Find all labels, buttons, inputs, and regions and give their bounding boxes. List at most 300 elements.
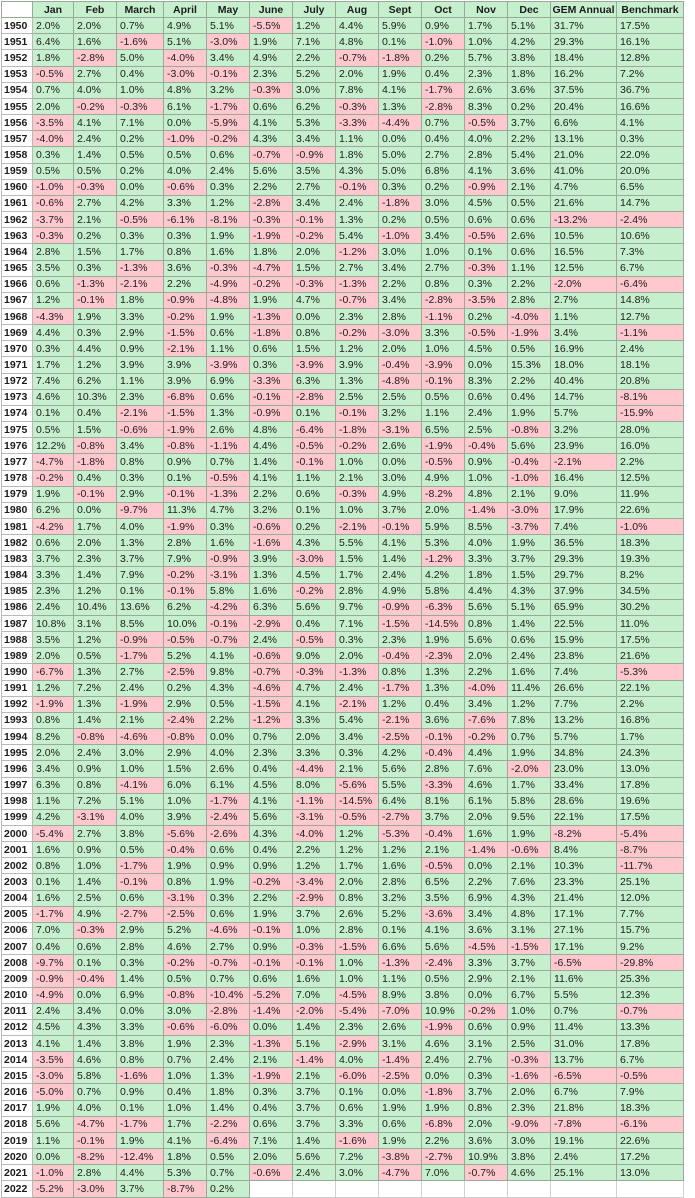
return-cell: 18.3% [617, 535, 684, 551]
return-cell: -2.7% [117, 906, 164, 922]
return-cell: 4.9% [164, 18, 207, 34]
return-cell: -0.7% [207, 632, 250, 648]
return-cell: 4.1% [617, 115, 684, 131]
return-cell: -2.1% [551, 454, 617, 470]
return-cell: 5.6% [508, 438, 551, 454]
return-cell: -2.2% [207, 1116, 250, 1132]
return-cell: 1.0% [422, 341, 465, 357]
return-cell: 22.1% [551, 809, 617, 825]
return-cell: 34.8% [551, 745, 617, 761]
return-cell: 6.4% [33, 34, 74, 50]
return-cell: -1.6% [508, 1068, 551, 1084]
return-cell: -2.5% [164, 664, 207, 680]
return-cell: 2.4% [422, 1052, 465, 1068]
return-cell: -0.3% [33, 228, 74, 244]
return-cell: 25.1% [551, 1165, 617, 1181]
return-cell: -3.0% [74, 1181, 117, 1197]
return-cell: 7.3% [617, 244, 684, 260]
return-cell: 0.3% [336, 632, 379, 648]
return-cell: 5.2% [379, 906, 422, 922]
return-cell: 3.7% [293, 1084, 336, 1100]
table-row [2, 325, 684, 341]
return-cell: 3.4% [379, 260, 422, 276]
return-cell: 3.3% [117, 308, 164, 324]
return-cell: 0.0% [379, 131, 422, 147]
return-cell: 5.1% [508, 599, 551, 615]
return-cell: -0.1% [164, 583, 207, 599]
return-cell: 0.6% [207, 906, 250, 922]
return-cell: 17.1% [551, 906, 617, 922]
column-header: April [164, 2, 207, 18]
return-cell: -3.8% [379, 1149, 422, 1165]
table-row [2, 729, 684, 745]
return-cell: -4.4% [379, 115, 422, 131]
return-cell: -0.6% [117, 422, 164, 438]
column-header: Aug [336, 2, 379, 18]
return-cell: 2.5% [508, 1036, 551, 1052]
return-cell: 18.4% [551, 50, 617, 66]
return-cell: 12.5% [617, 470, 684, 486]
return-cell: 0.1% [379, 34, 422, 50]
return-cell: 1.9% [207, 308, 250, 324]
return-cell: 0.5% [508, 195, 551, 211]
return-cell: 2.4% [74, 745, 117, 761]
return-cell: -0.1% [336, 405, 379, 421]
empty-cell [250, 1181, 293, 1197]
return-cell: 10.8% [33, 615, 74, 631]
return-cell: 1.9% [250, 34, 293, 50]
year-cell: 1972 [2, 373, 33, 389]
return-cell: 8.5% [465, 519, 508, 535]
return-cell: 6.7% [551, 1084, 617, 1100]
return-cell: 17.5% [617, 632, 684, 648]
return-cell: 0.8% [422, 276, 465, 292]
return-cell: 0.1% [465, 244, 508, 260]
return-cell: 1.8% [250, 244, 293, 260]
return-cell: 17.1% [551, 939, 617, 955]
return-cell: 3.2% [207, 82, 250, 98]
year-cell: 1974 [2, 405, 33, 421]
return-cell: -0.2% [465, 1003, 508, 1019]
return-cell: -0.9% [379, 599, 422, 615]
return-cell: 1.3% [74, 664, 117, 680]
return-cell: 1.1% [422, 405, 465, 421]
return-cell: 4.3% [207, 680, 250, 696]
return-cell: 3.8% [117, 1036, 164, 1052]
return-cell: 0.6% [207, 147, 250, 163]
return-cell: 4.3% [74, 1019, 117, 1035]
return-cell: -4.8% [379, 373, 422, 389]
return-cell: 2.6% [508, 228, 551, 244]
return-cell: 1.6% [379, 858, 422, 874]
return-cell: 16.5% [551, 244, 617, 260]
return-cell: 2.0% [336, 874, 379, 890]
return-cell: 2.2% [508, 276, 551, 292]
return-cell: 2.2% [465, 874, 508, 890]
return-cell: 3.6% [422, 712, 465, 728]
return-cell: 0.0% [33, 1149, 74, 1165]
return-cell: 22.6% [617, 1132, 684, 1148]
return-cell: -6.1% [164, 212, 207, 228]
return-cell: 31.7% [551, 18, 617, 34]
return-cell: 11.4% [551, 1019, 617, 1035]
year-cell: 1990 [2, 664, 33, 680]
return-cell: -0.2% [293, 583, 336, 599]
return-cell: -0.7% [250, 147, 293, 163]
return-cell: 0.6% [250, 971, 293, 987]
return-cell: 1.3% [422, 680, 465, 696]
return-cell: 3.9% [336, 357, 379, 373]
year-cell: 1976 [2, 438, 33, 454]
year-cell: 1969 [2, 325, 33, 341]
return-cell: -1.8% [379, 50, 422, 66]
return-cell: -8.2% [551, 825, 617, 841]
return-cell: 0.8% [33, 712, 74, 728]
return-cell: 1.9% [250, 906, 293, 922]
return-cell: -8.7% [164, 1181, 207, 1197]
return-cell: 2.1% [117, 712, 164, 728]
return-cell: 0.5% [207, 1149, 250, 1165]
return-cell: 2.1% [422, 842, 465, 858]
return-cell: 3.5% [33, 632, 74, 648]
return-cell: 1.8% [207, 1084, 250, 1100]
return-cell: -9.0% [508, 1116, 551, 1132]
return-cell: 5.6% [465, 599, 508, 615]
year-cell: 1992 [2, 696, 33, 712]
return-cell: 15.3% [508, 357, 551, 373]
return-cell: 3.8% [117, 825, 164, 841]
return-cell: 15.9% [551, 632, 617, 648]
return-cell: -5.6% [164, 825, 207, 841]
return-cell: -6.8% [164, 389, 207, 405]
year-cell: 1971 [2, 357, 33, 373]
return-cell: 2.0% [465, 809, 508, 825]
return-cell: 0.4% [293, 615, 336, 631]
return-cell: 3.0% [164, 1003, 207, 1019]
return-cell: 0.3% [117, 955, 164, 971]
return-cell: 6.2% [33, 502, 74, 518]
return-cell: -6.7% [33, 664, 74, 680]
return-cell: 1.2% [293, 18, 336, 34]
return-cell: 1.3% [250, 567, 293, 583]
year-cell: 1977 [2, 454, 33, 470]
return-cell: -3.9% [207, 357, 250, 373]
return-cell: -6.8% [422, 1116, 465, 1132]
return-cell: 12.7% [617, 308, 684, 324]
return-cell: -29.8% [617, 955, 684, 971]
return-cell: -0.2% [207, 131, 250, 147]
return-cell: 2.2% [207, 712, 250, 728]
table-row [2, 1019, 684, 1035]
return-cell: 2.4% [207, 1052, 250, 1068]
table-row [2, 1181, 684, 1197]
year-cell: 1997 [2, 777, 33, 793]
table-row [2, 1165, 684, 1181]
return-cell: -0.1% [164, 486, 207, 502]
return-cell: 15.7% [617, 922, 684, 938]
return-cell: 11.4% [508, 680, 551, 696]
return-cell: 3.4% [379, 292, 422, 308]
return-cell: -12.4% [117, 1149, 164, 1165]
return-cell: -2.1% [117, 405, 164, 421]
return-cell: 0.0% [117, 179, 164, 195]
return-cell: 3.3% [465, 955, 508, 971]
year-cell: 1979 [2, 486, 33, 502]
return-cell: 0.5% [422, 389, 465, 405]
return-cell: -1.3% [117, 260, 164, 276]
return-cell: 3.7% [422, 809, 465, 825]
return-cell: -4.0% [293, 825, 336, 841]
return-cell: 4.6% [465, 777, 508, 793]
return-cell: 1.0% [422, 244, 465, 260]
return-cell: -0.7% [465, 1165, 508, 1181]
return-cell: -5.3% [379, 825, 422, 841]
return-cell: 2.8% [74, 1165, 117, 1181]
return-cell: 2.3% [74, 551, 117, 567]
table-row [2, 357, 684, 373]
return-cell: 7.8% [508, 712, 551, 728]
return-cell: 2.2% [250, 890, 293, 906]
return-cell: -0.7% [336, 50, 379, 66]
table-row [2, 82, 684, 98]
return-cell: 4.1% [207, 648, 250, 664]
return-cell: 5.9% [379, 18, 422, 34]
year-cell: 1994 [2, 729, 33, 745]
return-cell: 0.2% [379, 212, 422, 228]
column-header: July [293, 2, 336, 18]
return-cell: -3.7% [33, 212, 74, 228]
year-cell: 1981 [2, 519, 33, 535]
return-cell: -6.5% [551, 1068, 617, 1084]
return-cell: -0.9% [250, 405, 293, 421]
return-cell: 6.3% [293, 373, 336, 389]
return-cell: 4.6% [508, 1165, 551, 1181]
year-cell: 1953 [2, 66, 33, 82]
return-cell: 1.9% [379, 1132, 422, 1148]
return-cell: 7.7% [551, 696, 617, 712]
table-row [2, 615, 684, 631]
return-cell: -1.4% [465, 502, 508, 518]
return-cell: -0.2% [336, 325, 379, 341]
return-cell: 9.0% [551, 486, 617, 502]
return-cell: 0.3% [117, 470, 164, 486]
return-cell: 27.1% [551, 922, 617, 938]
return-cell: 2.8% [379, 874, 422, 890]
return-cell: 4.4% [33, 325, 74, 341]
return-cell: 0.4% [164, 1084, 207, 1100]
return-cell: -5.2% [250, 987, 293, 1003]
return-cell: 2.7% [74, 66, 117, 82]
return-cell: -0.7% [336, 292, 379, 308]
return-cell: -0.5% [207, 470, 250, 486]
return-cell: 1.0% [74, 858, 117, 874]
return-cell: 0.8% [465, 615, 508, 631]
return-cell: 5.6% [250, 809, 293, 825]
return-cell: 2.9% [117, 486, 164, 502]
return-cell: 2.4% [250, 632, 293, 648]
return-cell: 0.4% [250, 1100, 293, 1116]
table-row [2, 195, 684, 211]
year-cell: 1991 [2, 680, 33, 696]
return-cell: 2.6% [379, 1019, 422, 1035]
return-cell: 0.0% [465, 858, 508, 874]
return-cell: 33.4% [551, 777, 617, 793]
return-cell: -0.5% [465, 228, 508, 244]
return-cell: 16.9% [551, 341, 617, 357]
return-cell: 0.9% [422, 18, 465, 34]
return-cell: 6.3% [33, 777, 74, 793]
return-cell: 17.2% [617, 1149, 684, 1165]
return-cell: 1.7% [465, 18, 508, 34]
return-cell: 2.2% [250, 179, 293, 195]
return-cell: 1.5% [74, 422, 117, 438]
year-cell: 2001 [2, 842, 33, 858]
return-cell: 3.0% [293, 82, 336, 98]
return-cell: -1.9% [250, 1068, 293, 1084]
return-cell: 5.3% [293, 115, 336, 131]
return-cell: -1.5% [379, 615, 422, 631]
return-cell: 19.1% [551, 1132, 617, 1148]
return-cell: 34.5% [617, 583, 684, 599]
table-row [2, 922, 684, 938]
return-cell: 12.3% [617, 987, 684, 1003]
return-cell: 2.1% [508, 486, 551, 502]
return-cell: -2.0% [508, 761, 551, 777]
year-cell: 1964 [2, 244, 33, 260]
return-cell: 13.0% [617, 761, 684, 777]
empty-cell [293, 1181, 336, 1197]
return-cell: -1.5% [508, 939, 551, 955]
return-cell: -2.4% [617, 212, 684, 228]
return-cell: -1.3% [379, 955, 422, 971]
return-cell: 3.5% [422, 890, 465, 906]
return-cell: 3.3% [33, 567, 74, 583]
return-cell: 3.4% [422, 228, 465, 244]
return-cell: -0.8% [74, 438, 117, 454]
return-cell: -1.1% [422, 308, 465, 324]
return-cell: 4.1% [379, 82, 422, 98]
year-cell: 2022 [2, 1181, 33, 1197]
return-cell: 4.4% [336, 18, 379, 34]
return-cell: 3.5% [293, 163, 336, 179]
return-cell: 2.6% [379, 438, 422, 454]
empty-cell [422, 1181, 465, 1197]
year-cell: 1978 [2, 470, 33, 486]
return-cell: 8.5% [117, 615, 164, 631]
table-row [2, 1149, 684, 1165]
return-cell: 5.6% [379, 761, 422, 777]
return-cell: -7.0% [379, 1003, 422, 1019]
return-cell: 26.6% [551, 680, 617, 696]
year-cell: 1973 [2, 389, 33, 405]
column-header: GEM Annual [551, 2, 617, 18]
return-cell: 4.5% [33, 1019, 74, 1035]
return-cell: 0.3% [465, 1068, 508, 1084]
return-cell: 3.1% [74, 615, 117, 631]
return-cell: -2.8% [207, 1003, 250, 1019]
return-cell: 5.1% [207, 18, 250, 34]
return-cell: -3.1% [293, 809, 336, 825]
return-cell: 1.3% [207, 405, 250, 421]
return-cell: 5.5% [379, 777, 422, 793]
return-cell: 4.5% [465, 341, 508, 357]
return-cell: -8.2% [422, 486, 465, 502]
return-cell: -0.4% [74, 971, 117, 987]
table-row [2, 34, 684, 50]
year-cell: 2011 [2, 1003, 33, 1019]
return-cell: -0.1% [293, 454, 336, 470]
return-cell: 0.9% [74, 761, 117, 777]
return-cell: -4.5% [336, 987, 379, 1003]
return-cell: -1.0% [508, 470, 551, 486]
return-cell: 4.0% [164, 163, 207, 179]
table-row [2, 228, 684, 244]
return-cell: 5.7% [551, 405, 617, 421]
return-cell: 1.2% [379, 842, 422, 858]
return-cell: 2.3% [379, 632, 422, 648]
return-cell: 1.8% [508, 66, 551, 82]
return-cell: -3.3% [250, 373, 293, 389]
return-cell: 1.5% [74, 244, 117, 260]
return-cell: 0.2% [207, 1181, 250, 1197]
return-cell: -0.3% [508, 1052, 551, 1068]
return-cell: 1.6% [250, 583, 293, 599]
return-cell: 5.2% [164, 648, 207, 664]
return-cell: 10.3% [551, 858, 617, 874]
return-cell: 14.7% [551, 389, 617, 405]
return-cell: 0.7% [207, 454, 250, 470]
return-cell: 3.1% [379, 1036, 422, 1052]
table-row [2, 906, 684, 922]
return-cell: -0.4% [422, 745, 465, 761]
return-cell: 0.7% [508, 729, 551, 745]
year-cell: 1960 [2, 179, 33, 195]
return-cell: 6.0% [164, 777, 207, 793]
year-cell: 2010 [2, 987, 33, 1003]
return-cell: 20.4% [551, 98, 617, 114]
return-cell: 3.2% [250, 502, 293, 518]
return-cell: 0.8% [379, 664, 422, 680]
return-cell: 0.6% [250, 1116, 293, 1132]
return-cell: 17.9% [551, 502, 617, 518]
return-cell: -0.6% [250, 1165, 293, 1181]
return-cell: -1.1% [207, 438, 250, 454]
return-cell: -2.8% [422, 98, 465, 114]
return-cell: 10.9% [422, 1003, 465, 1019]
return-cell: -2.4% [422, 955, 465, 971]
return-cell: 1.6% [207, 535, 250, 551]
return-cell: -0.1% [422, 729, 465, 745]
return-cell: -3.0% [379, 325, 422, 341]
return-cell: 8.1% [422, 793, 465, 809]
return-cell: -1.9% [117, 696, 164, 712]
return-cell: 1.9% [117, 1132, 164, 1148]
return-cell: 1.3% [207, 1068, 250, 1084]
return-cell: 7.4% [33, 373, 74, 389]
return-cell: 3.7% [508, 115, 551, 131]
return-cell: 16.6% [617, 98, 684, 114]
return-cell: 2.1% [336, 761, 379, 777]
return-cell: 0.3% [250, 1084, 293, 1100]
column-header: Dec [508, 2, 551, 18]
return-cell: 3.4% [293, 195, 336, 211]
return-cell: 1.7% [336, 858, 379, 874]
return-cell: 4.2% [508, 34, 551, 50]
return-cell: -1.2% [250, 712, 293, 728]
year-cell: 2017 [2, 1100, 33, 1116]
return-cell: 11.6% [551, 971, 617, 987]
return-cell: -2.5% [379, 1068, 422, 1084]
